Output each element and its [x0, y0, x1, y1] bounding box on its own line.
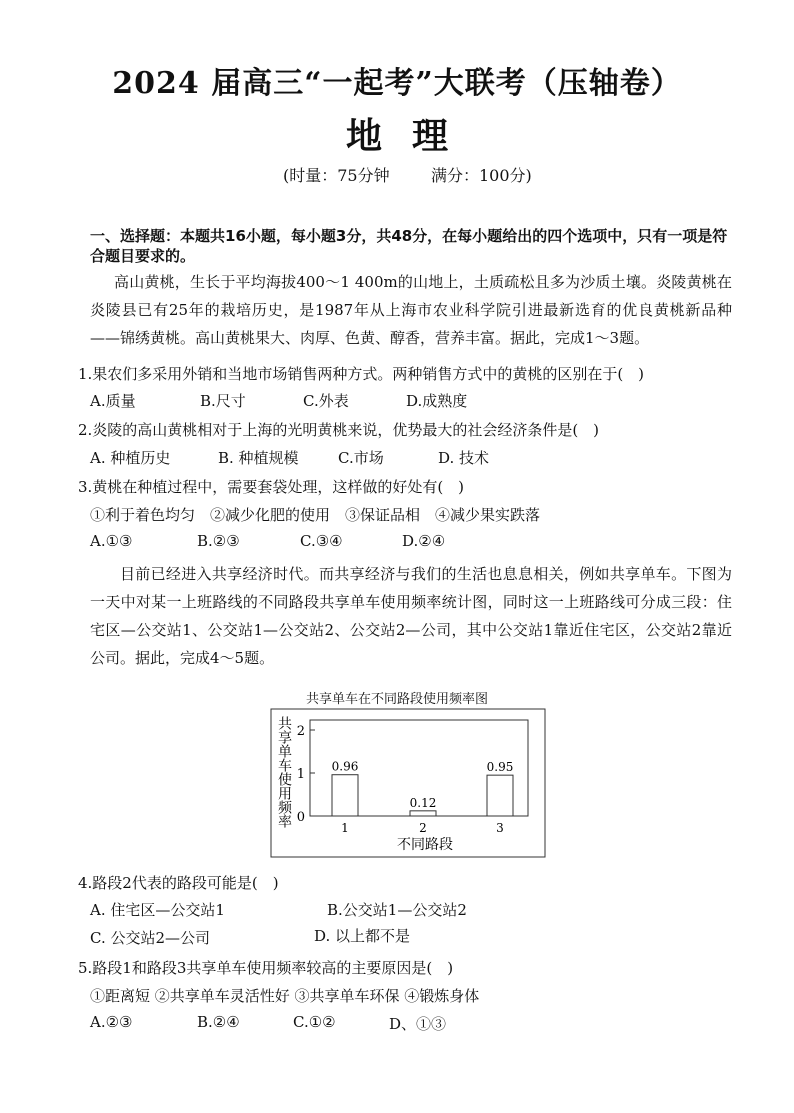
question-4-option-b: B.公交站1—公交站2	[327, 901, 467, 919]
x-axis-label: 不同路段	[397, 837, 453, 853]
question-5-stem: 5.路段1和路段3共享单车使用频率较高的主要原因是( )	[78, 959, 454, 977]
question-2-option-d: D. 技术	[438, 449, 490, 467]
bar-value-label: 0.95	[486, 760, 514, 775]
y-tick-label: 2	[296, 724, 305, 739]
question-3-option-a: A.①③	[90, 532, 133, 550]
question-1-option-b: B.尺寸	[200, 392, 246, 410]
subject-title: 地理	[345, 115, 478, 157]
exam-score: 满分：100分)	[431, 166, 532, 185]
x-tick-label: 2	[419, 821, 427, 835]
y-axis-label: 共享单车使用频率	[276, 716, 292, 828]
exam-time: (时量：75分钟	[283, 166, 390, 185]
bar-segment-2	[410, 811, 436, 816]
question-3-option-c: C.③④	[300, 532, 343, 550]
question-3-stem: 3.黄桃在种植过程中，需要套袋处理，这样做的好处有( )	[78, 478, 465, 496]
question-1-option-a: A.质量	[90, 392, 136, 410]
question-1-stem: 1.果农们多采用外销和当地市场销售两种方式。两种销售方式中的黄桃的区别在于( )	[78, 365, 645, 383]
question-3-option-b: B.②③	[197, 532, 240, 550]
bar-segment-1	[332, 775, 358, 816]
question-3-items: ①利于着色均匀 ②减少化肥的使用 ③保证品相 ④减少果实跌落	[90, 506, 541, 524]
question-2-stem: 2.炎陵的高山黄桃相对于上海的光明黄桃来说，优势最大的社会经济条件是( )	[78, 421, 600, 439]
x-tick-label: 3	[496, 821, 504, 835]
question-4-stem: 4.路段2代表的路段可能是( )	[78, 874, 279, 892]
passage-2: 目前已经进入共享经济时代。而共享经济与我们的生活也息息相关，例如共享单车。下图为一天中对某一上班路线的不同路段共享单车使用频率统计图，同时这一上班路线可分成三段：住宅区—公交站1、公交站1—公交站2、公交站2—公司，其中公交站1靠近住宅区，公交站2靠近公司。据此，完成4～5题。	[90, 565, 732, 667]
question-1-option-d: D.成熟度	[406, 392, 468, 410]
question-5-option-b: B.②④	[197, 1013, 240, 1031]
chart-title: 共享单车在不同路段使用频率图	[305, 692, 488, 707]
y-tick-label: 1	[296, 767, 305, 782]
question-5-option-a: A.②③	[90, 1013, 133, 1031]
bar-value-label: 0.96	[331, 759, 359, 774]
question-5-option-c: C.①②	[293, 1013, 336, 1031]
question-3-option-d: D.②④	[402, 532, 446, 550]
question-2-option-a: A. 种植历史	[90, 449, 171, 467]
question-1-option-c: C.外表	[303, 392, 349, 410]
exam-title: 2024 届高三“一起考”大联考（压轴卷）	[112, 66, 682, 101]
question-4-option-a: A. 住宅区—公交站1	[90, 901, 225, 919]
question-5-items: ①距离短 ②共享单车灵活性好 ③共享单车环保 ④锻炼身体	[90, 987, 480, 1005]
passage-1: 高山黄桃，生长于平均海拔400～1 400m的山地上，土质疏松且多为沙质土壤。炎陵黄桃在炎陵县已有25年的栽培历史，是1987年从上海市农业科学院引进最新选育的优良黄桃新品种——锦绣黄桃。高山黄桃果大、肉厚、色黄、醇香，营养丰富。据此，完成1～3题。	[90, 273, 732, 347]
bar-value-label: 0.12	[409, 795, 437, 810]
question-5-option-d: D、①③	[389, 1015, 447, 1033]
section-heading: 一、选择题：本题共16小题，每小题3分，共48分，在每小题给出的四个选项中，只有一项是符合题目要求的。	[90, 227, 728, 265]
x-tick-label: 1	[341, 821, 349, 835]
bar-segment-3	[487, 775, 513, 816]
question-4-option-d: D. 以上都不是	[314, 927, 411, 945]
question-2-option-c: C.市场	[338, 449, 384, 467]
question-4-option-c: C. 公交站2—公司	[90, 929, 211, 947]
y-tick-label: 0	[296, 810, 305, 825]
bar-chart	[270, 708, 546, 858]
question-2-option-b: B. 种植规模	[218, 449, 299, 467]
